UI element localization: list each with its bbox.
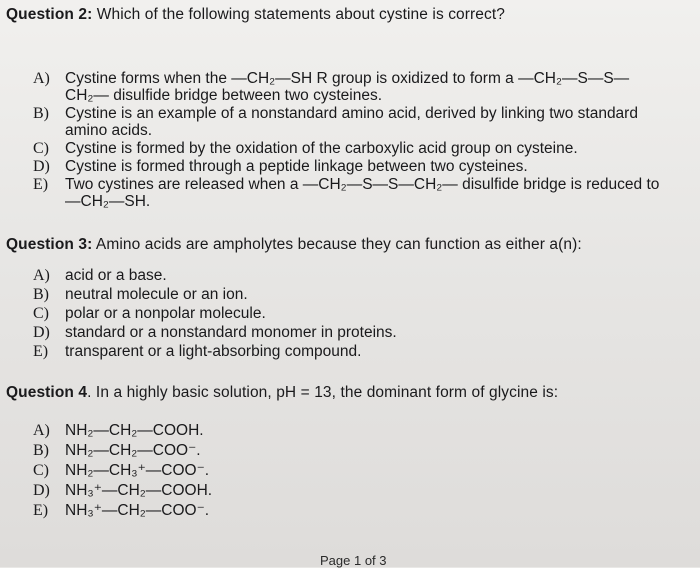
choice-line: —CH₂—SH. bbox=[65, 193, 151, 210]
choice-letter: C) bbox=[33, 305, 49, 322]
choice-letter: D) bbox=[33, 482, 50, 499]
choice-line: NH₃⁺—CH₂—COO⁻. bbox=[65, 502, 210, 519]
choice-line: NH₂—CH₃⁺—COO⁻. bbox=[65, 462, 210, 479]
choice-letter: E) bbox=[33, 502, 49, 519]
choice-line: transparent or a light-absorbing compound. bbox=[65, 343, 362, 360]
question-3-heading bbox=[6, 236, 582, 254]
choice-line: NH₃⁺—CH₂—COOH. bbox=[65, 482, 213, 499]
choice-letter: D) bbox=[33, 158, 50, 175]
choice-line: standard or a nonstandard monomer in proteins. bbox=[65, 324, 397, 341]
choice-letter: A) bbox=[33, 70, 50, 87]
question-2-label: Question 2: bbox=[6, 6, 93, 23]
choice-letter: A) bbox=[33, 267, 50, 284]
choice-letter: D) bbox=[33, 324, 50, 341]
question-2-heading bbox=[6, 6, 505, 24]
choice-letter: A) bbox=[33, 422, 50, 439]
choice-line: NH₂—CH₂—COOH. bbox=[65, 422, 204, 439]
question-2-text: Which of the following statements about cystine is correct? bbox=[92, 6, 505, 23]
choice-letter: C) bbox=[33, 462, 49, 479]
choice-line: CH₂— disulfide bridge between two cysteines. bbox=[65, 87, 383, 104]
choice-letter: B) bbox=[33, 286, 49, 303]
choice-line: Two cystines are released when a —CH₂—S—S—CH₂— disulfide bridge is reduced to bbox=[65, 176, 660, 193]
choice-letter: C) bbox=[33, 140, 49, 157]
question-4-heading bbox=[6, 384, 558, 402]
choice-line: neutral molecule or an ion. bbox=[65, 286, 248, 303]
question-4-label: Question 4 bbox=[6, 384, 88, 401]
choice-line: amino acids. bbox=[65, 122, 153, 139]
choice-line: Cystine is formed through a peptide linkage between two cysteines. bbox=[65, 158, 528, 175]
question-3-text: Amino acids are ampholytes because they can function as either a(n): bbox=[92, 236, 582, 253]
choice-letter: E) bbox=[33, 176, 49, 193]
question-3-label: Question 3: bbox=[6, 236, 93, 253]
choice-letter: E) bbox=[33, 343, 49, 360]
choice-letter: B) bbox=[33, 442, 49, 459]
page-number: Page 1 of 3 bbox=[320, 553, 387, 568]
choice-line: Cystine is formed by the oxidation of the carboxylic acid group on cysteine. bbox=[65, 140, 578, 157]
choice-line: NH₂—CH₂—COO⁻. bbox=[65, 442, 201, 459]
choice-line: acid or a base. bbox=[65, 267, 167, 284]
choice-line: Cystine forms when the —CH₂—SH R group is oxidized to form a —CH₂—S—S— bbox=[65, 70, 630, 87]
choice-line: polar or a nonpolar molecule. bbox=[65, 305, 266, 322]
choice-letter: B) bbox=[33, 105, 49, 122]
choice-line: Cystine is an example of a nonstandard amino acid, derived by linking two standard bbox=[65, 105, 638, 122]
question-4-text: . In a highly basic solution, pH = 13, the dominant form of glycine is: bbox=[87, 384, 559, 401]
